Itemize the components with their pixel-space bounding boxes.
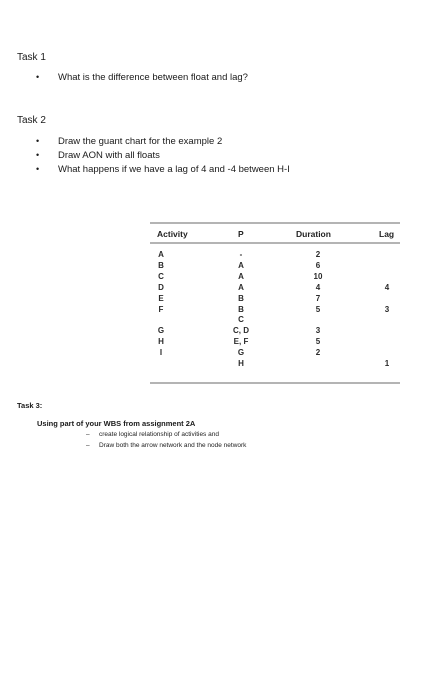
dash-icon: – [86, 431, 90, 438]
table-cell-activity: A [158, 250, 164, 259]
table-cell-p: A [238, 282, 244, 292]
table-cell-activity: I [159, 348, 163, 358]
table-cell-p: A [238, 271, 244, 281]
table-cell-p: B [238, 304, 244, 314]
table-cell-duration: 2 [315, 348, 321, 358]
table-cell-activity: E [158, 293, 164, 303]
table-cell-duration: 6 [315, 260, 321, 270]
table-cell-duration: 5 [315, 304, 321, 314]
task3-intro: Using part of your WBS from assignment 2A [37, 419, 196, 428]
task2-heading: Task 2 [17, 115, 46, 126]
table-cell-p: H [238, 359, 244, 368]
table-cell-activity: G [157, 326, 165, 336]
column-header-activity: Activity [157, 229, 188, 239]
bullet-icon: • [36, 72, 40, 82]
table-cell-duration: 3 [315, 326, 321, 336]
task2-bullet-text: Draw the guant chart for the example 2 [58, 136, 223, 147]
table-cell-p: B [238, 293, 244, 303]
table-cell-activity: D [158, 282, 164, 292]
task1-heading: Task 1 [17, 52, 46, 63]
task3-item-text: Draw both the arrow network and the node network [99, 442, 247, 449]
task3-heading: Task 3: [17, 401, 43, 410]
table-cell-duration: 2 [315, 250, 321, 259]
task3-item-text: create logical relationship of activities and [99, 431, 219, 438]
table-cell-duration: 5 [315, 337, 321, 347]
bullet-icon: • [36, 164, 40, 174]
bullet-icon: • [36, 136, 40, 146]
column-header-lag: Lag [379, 229, 395, 239]
table-cell-p: C, D [233, 326, 249, 336]
column-header-duration: Duration [296, 229, 331, 239]
bullet-icon: • [36, 150, 40, 160]
table-cell-activity: F [158, 304, 164, 314]
table-header-rule [150, 242, 400, 244]
table-cell-p: G [237, 348, 245, 358]
table-cell-p: - [239, 250, 243, 259]
task3-item [86, 442, 247, 449]
table-cell-lag: 4 [384, 282, 390, 292]
task1-bullet-text: What is the difference between float and lag? [58, 72, 248, 83]
table-cell-duration: 4 [315, 282, 321, 292]
table-cell-activity: C [158, 271, 164, 281]
table-cell-duration: 10 [313, 271, 323, 281]
table-cell-lag: 1 [384, 359, 390, 368]
table-cell-lag: 3 [384, 304, 390, 314]
table-cell-p: C [238, 315, 244, 325]
table-cell-p: A [238, 260, 244, 270]
column-header-p: P [238, 229, 244, 239]
table-cell-p: E, F [233, 337, 249, 347]
table-bottom-rule [150, 382, 400, 384]
table-cell-duration: 7 [315, 293, 321, 303]
dash-icon: – [86, 442, 90, 449]
task2-bullet-text: What happens if we have a lag of 4 and -4 between H-I [58, 164, 290, 175]
task3-item [86, 431, 219, 438]
task2-bullet-text: Draw AON with all floats [58, 150, 160, 161]
table-cell-activity: B [158, 260, 164, 270]
table-top-rule [150, 222, 400, 224]
table-cell-activity: H [158, 337, 164, 347]
